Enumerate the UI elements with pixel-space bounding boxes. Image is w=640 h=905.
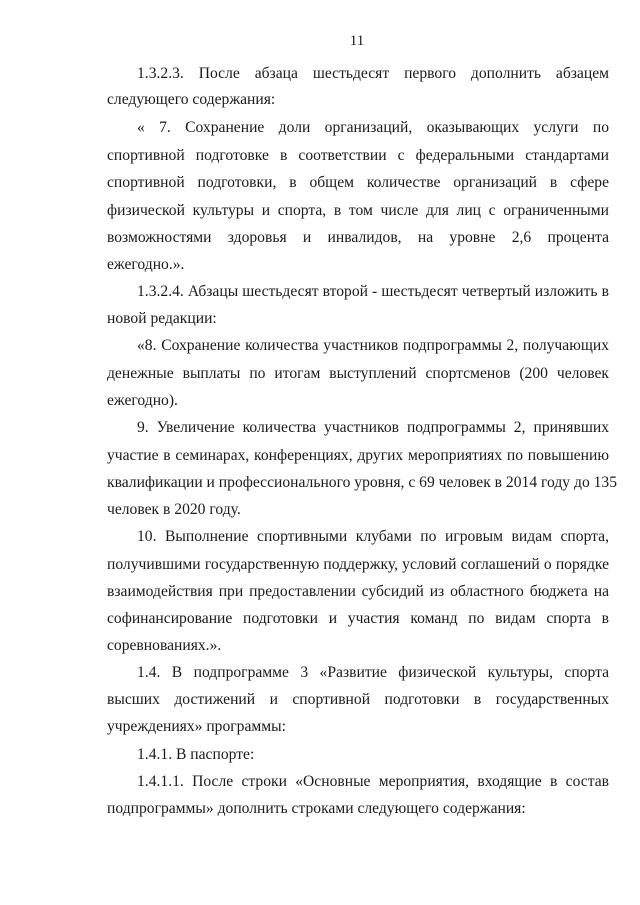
paragraph-line: 1.4. В подпрограмме 3 «Развитие физической культуры, спорта <box>137 664 609 681</box>
paragraph-line: 9. Увеличение количества участников подпрограммы 2, принявших <box>137 419 609 436</box>
paragraph-line: софинансирование подготовки и участия команд по видам спорта в <box>107 610 609 627</box>
paragraph-line: участие в семинарах, конференциях, других мероприятиях по повышению <box>107 447 609 464</box>
paragraph-line: «8. Сохранение количества участников подпрограммы 2, получающих <box>137 337 609 354</box>
paragraph-line: квалификации и профессионального уровня, с 69 человек в 2014 году до 135 <box>107 474 618 491</box>
paragraph-line: высших достижений и спортивной подготовки в государственных <box>107 691 609 708</box>
paragraph-line: соревнованиях.». <box>107 637 222 654</box>
paragraph-line: 1.3.2.3. После абзаца шестьдесят первого дополнить абзацем <box>137 65 609 82</box>
paragraph-line: ежегодно.». <box>107 256 185 273</box>
paragraph-line: возможностями здоровья и инвалидов, на уровне 2,6 процента <box>107 229 609 246</box>
paragraph-line: спортивной подготовки, в общем количестве организаций в сфере <box>107 174 609 191</box>
paragraph-line: 1.4.1.1. После строки «Основные мероприятия, входящие в состав <box>137 773 609 790</box>
paragraph-line: получившими государственную поддержку, условий соглашений о порядке <box>107 556 609 573</box>
paragraph-line: следующего содержания: <box>107 91 276 108</box>
paragraph-line: « 7. Сохранение доли организаций, оказывающих услуги по <box>137 119 609 136</box>
paragraph-line: подпрограммы» дополнить строками следующего содержания: <box>107 800 526 817</box>
paragraph-line: ежегодно). <box>107 392 178 409</box>
page-number: 11 <box>349 33 365 49</box>
paragraph-line: денежные выплаты по итогам выступлений спортсменов (200 человек <box>107 365 609 382</box>
paragraph-line: 1.3.2.4. Абзацы шестьдесят второй - шестьдесят четвертый изложить в <box>137 283 609 300</box>
paragraph-line: физической культуры и спорта, в том числе для лиц с ограниченными <box>107 202 609 219</box>
paragraph-line: человек в 2020 году. <box>107 501 241 518</box>
paragraph-line: 1.4.1. В паспорте: <box>137 746 255 763</box>
paragraph-line: 10. Выполнение спортивными клубами по игровым видам спорта, <box>137 528 609 545</box>
paragraph-line: спортивной подготовке в соответствии с федеральными стандартами <box>107 147 609 164</box>
paragraph-line: взаимодействия при предоставлении субсидий из областного бюджета на <box>107 583 609 600</box>
paragraph-line: новой редакции: <box>107 310 217 327</box>
paragraph-line: учреждениях» программы: <box>107 718 286 735</box>
